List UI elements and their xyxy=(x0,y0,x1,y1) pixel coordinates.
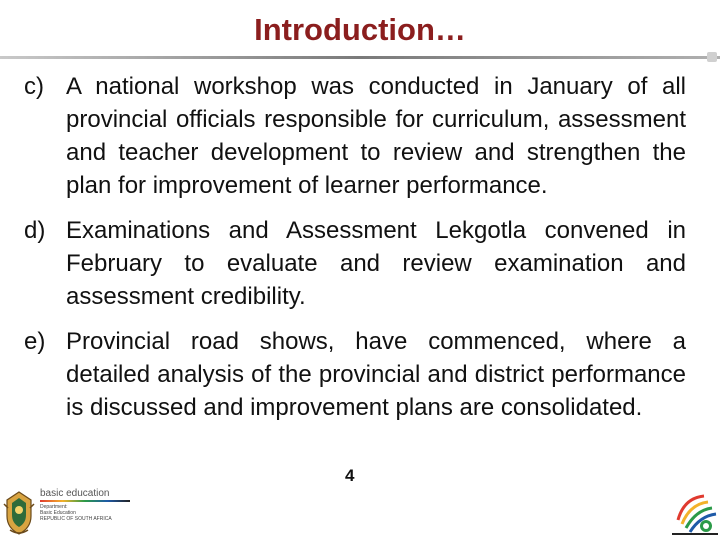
slide-title: Introduction… xyxy=(254,12,466,47)
coat-of-arms-icon xyxy=(2,490,36,536)
logo-color-stripe xyxy=(40,500,130,502)
list-item-d xyxy=(24,214,686,313)
divider-end-mark xyxy=(707,52,717,62)
list-marker: e) xyxy=(24,328,46,355)
list-item-text: Provincial road shows, have commenced, where a detailed analysis of the provincial and district performance is discussed and improvement plans are consolidated. xyxy=(66,328,686,421)
list-marker: d) xyxy=(24,217,46,244)
list-item-c xyxy=(24,70,686,202)
title-divider xyxy=(0,56,720,59)
logo-name: basic education xyxy=(40,488,110,499)
list-marker: c) xyxy=(24,73,44,100)
anniversary-logo-icon xyxy=(670,490,720,538)
logo-line-3: REPUBLIC OF SOUTH AFRICA xyxy=(40,516,112,522)
department-logo xyxy=(2,488,132,538)
bullet-list xyxy=(24,70,686,436)
list-item-text: Examinations and Assessment Lekgotla convened in February to evaluate and review examination and assessment credibility. xyxy=(66,217,686,310)
logo-line-1: Department: xyxy=(40,504,68,510)
page-number: 4 xyxy=(345,466,355,485)
list-item-text: A national workshop was conducted in January of all provincial officials responsible for curriculum, assessment and teacher development to review and strengthen the plan for improvement of learner performance. xyxy=(66,73,686,199)
list-item-e xyxy=(24,325,686,424)
logo-line-2: Basic Education xyxy=(40,510,76,516)
